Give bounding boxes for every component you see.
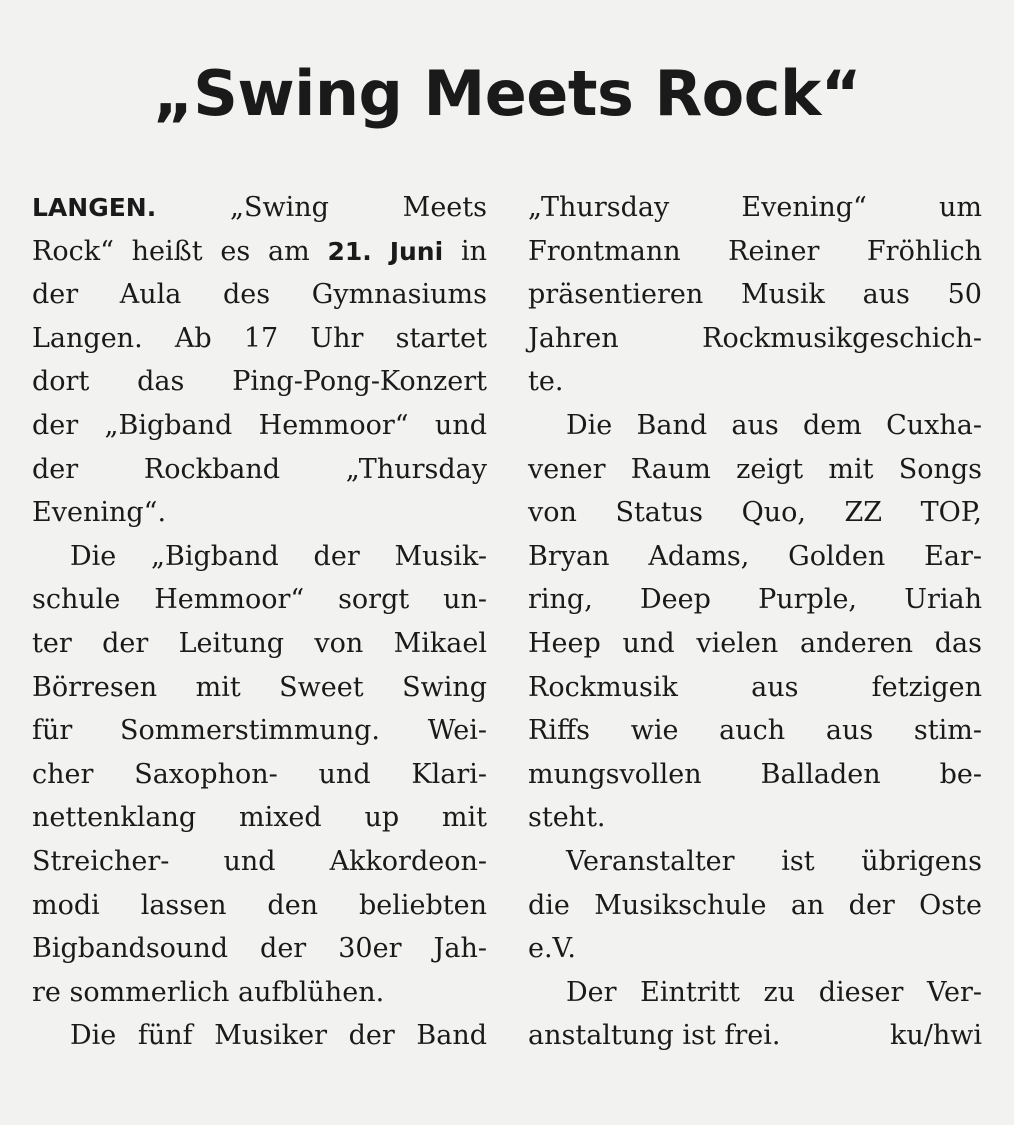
article-headline: „Swing Meets Rock“ [152,57,862,130]
text-line: für Sommerstimmung. Wei- [32,715,487,747]
text-line: mungsvollen Balladen be- [528,758,982,790]
article-column-right [528,186,982,1058]
text-line: Langen. Ab 17 Uhr startet [32,322,487,354]
text-line: Rockmusik aus fetzigen [528,671,982,703]
text-line: Bryan Adams, Golden Ear- [528,540,982,572]
text-line: „Thursday Evening“ um [528,192,982,223]
text-line: cher Saxophon- und Klari- [32,758,487,790]
text-line: der Aula des Gymnasiums [32,279,487,311]
text-line: Die Band aus dem Cuxha- [566,409,982,441]
text-line: re sommerlich aufblühen. [32,976,385,1008]
text-line: nettenklang mixed up mit [32,802,487,834]
text-line: steht. [528,802,606,834]
text-fragment: Rock“ heißt es am [32,235,328,267]
text-line: der Rockband „Thursday [32,453,487,485]
text-line: Börresen mit Sweet Swing [32,671,487,703]
text-line: ring, Deep Purple, Uriah [528,584,982,616]
text-line [32,186,487,230]
text-line [32,230,487,274]
event-date: 21. Juni [327,236,444,266]
text-line: Jahren Rockmusikgeschich- [528,322,982,354]
text-line [528,1014,982,1058]
text-line: te. [528,366,564,398]
author-signature: ku/hwi [890,1020,982,1052]
text-line: von Status Quo, ZZ TOP, [528,497,982,529]
text-fragment: „Swing Meets [230,192,487,223]
text-line: ter der Leitung von Mikael [32,627,487,659]
text-line: schule Hemmoor“ sorgt un- [32,584,487,616]
text-line: Der Eintritt zu dieser Ver- [566,976,982,1008]
text-line: die Musikschule an der Oste [528,889,982,921]
text-line: Heep und vielen anderen das [528,627,982,659]
text-line: dort das Ping-Pong-Konzert [32,366,487,398]
text-line: Riffs wie auch aus stim- [528,715,982,747]
text-line: der „Bigband Hemmoor“ und [32,409,487,441]
text-line: präsentieren Musik aus 50 [528,279,982,311]
article-column-left [32,186,487,1058]
text-line: e.V. [528,933,576,965]
text-line: Veranstalter ist übrigens [566,845,982,877]
text-line: Bigbandsound der 30er Jah- [32,933,487,965]
text-line: Die „Bigband der Musik- [70,540,487,572]
text-fragment: anstaltung ist frei. [528,1020,781,1052]
text-line: Streicher- und Akkordeon- [32,845,487,877]
text-line: Die fünf Musiker der Band [70,1020,487,1052]
text-line: Evening“. [32,497,167,529]
text-line: vener Raum zeigt mit Songs [528,453,982,485]
text-line: Frontmann Reiner Fröhlich [528,235,982,267]
dateline: LANGEN. [32,193,157,222]
text-line: modi lassen den beliebten [32,889,487,921]
text-fragment: in [443,235,488,267]
